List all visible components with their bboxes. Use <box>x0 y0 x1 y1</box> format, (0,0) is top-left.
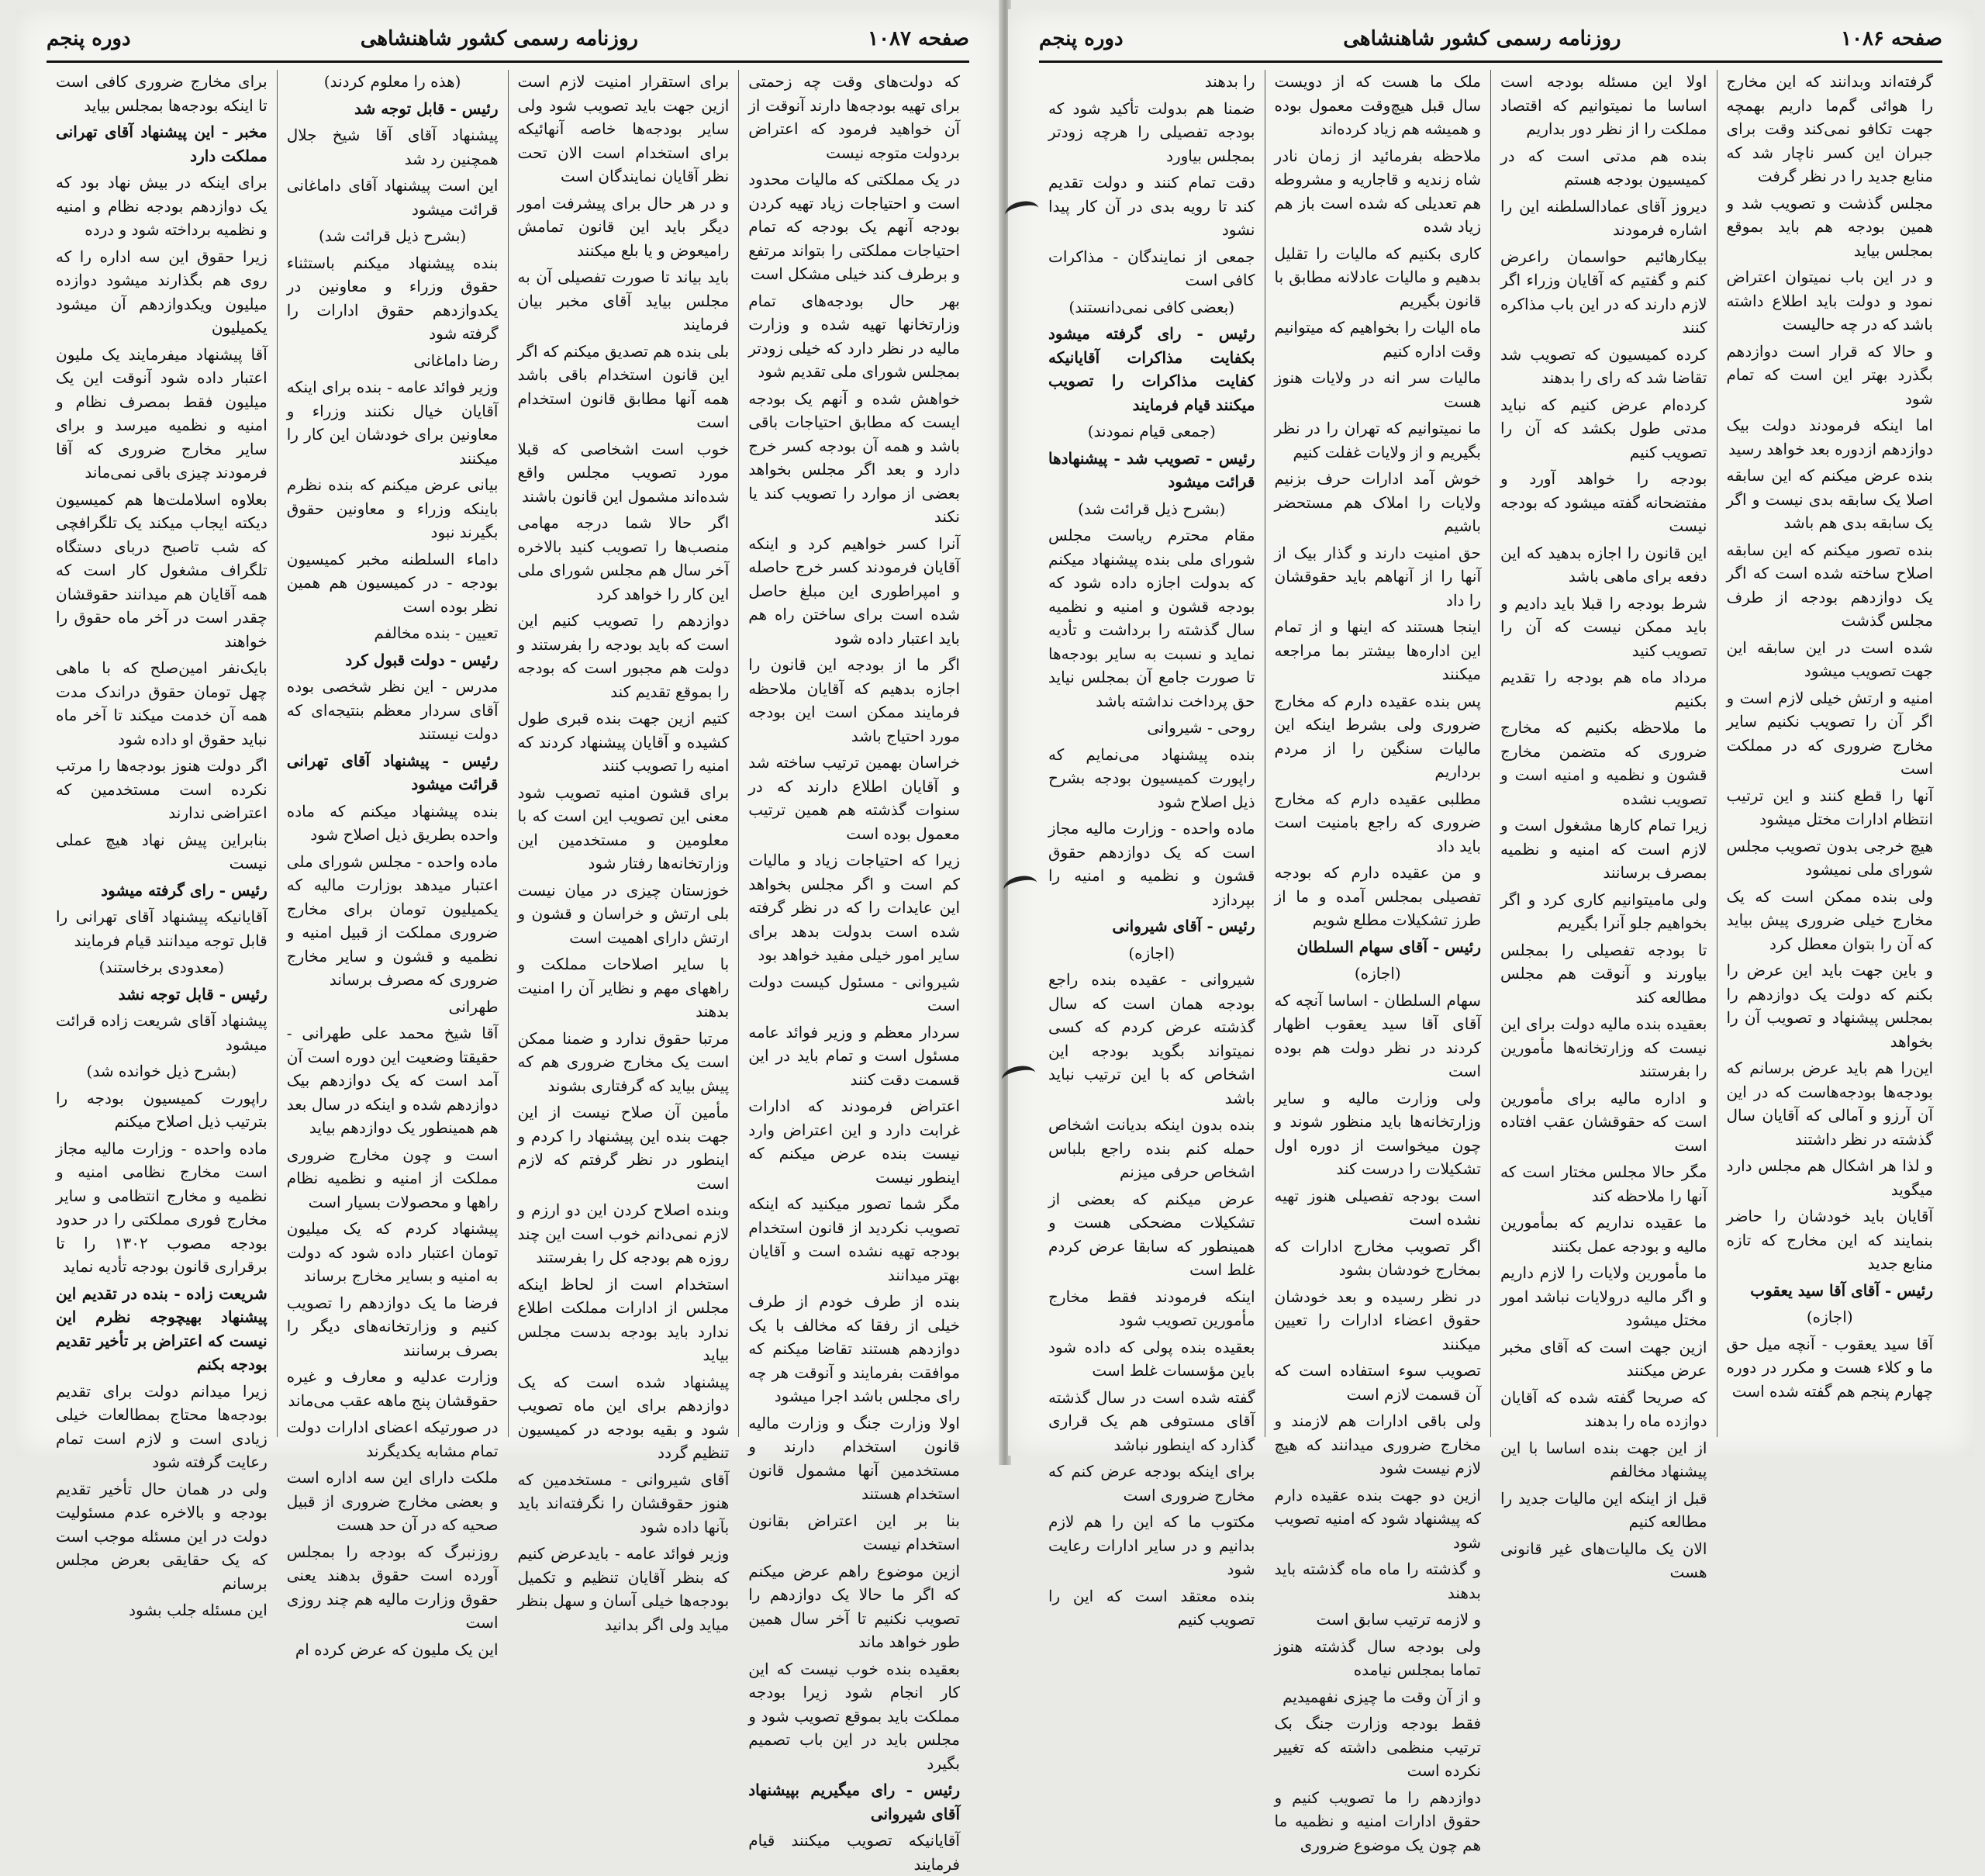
article-paragraph: ما عقیده نداریم که بمأمورین مالیه و بودجه عمل بکنند <box>1500 1213 1707 1256</box>
article-paragraph: است و چون مخارج ضروری مملکت از امنیه و نظمیه نظام راهها و محصولات بسیار است <box>286 1145 499 1211</box>
article-paragraph: ضمنا هم بدولت تأکید شود که بودجه تفصیلی را هرچه زودتر بمجلس بیاورد <box>1048 98 1255 165</box>
article-paragraph: زیرا میدانم دولت برای تقدیم بودجه‌ها محتاج بمطالعات خیلی زیادی است و لازم است تمام رعایت گرفته شود <box>56 1381 268 1471</box>
article-paragraph: ولی در همان حال تأخیر تقدیم بودجه و بالاخره عدم مسئولیت دولت در این مسئله موجب است که یک حقایقی بعرض مجلس برسانم <box>56 1479 268 1593</box>
article-paragraph: روزنبرگ که بودجه را بمجلس آورده است حقوق بدهند یعنی حقوق وزارت مالیه هم چند روزی است <box>286 1542 499 1632</box>
article-paragraph: (بعضی کافی نمی‌دانستند) <box>1068 297 1235 316</box>
article-paragraph: را بدهند <box>1204 72 1255 91</box>
article-paragraph: (بشرح ذیل قرائت شد) <box>318 226 467 245</box>
article-paragraph: کرده کمیسیون که تصویب شد تقاضا شد که رای را بدهند <box>1500 344 1707 387</box>
article-paragraph: خوزستان چیزی در میان نیست بلی ارتش و خراسان و قشون و ارتش دارای اهمیت است <box>517 880 730 947</box>
article-paragraph: رئیس - رای گرفته میشود بکفایت مذاکرات آقایانیکه کفایت مذاکرات را تصویب میکنند قیام فرمایند <box>1048 324 1255 414</box>
article-paragraph: زیرا که احتیاجات زیاد و مالیات کم است و اگر مجلس بخواهد این عایدات را که در نظر گرفته شده است بدولت بدهد برای سایر امور خیلی مفید خواهد بود <box>748 851 960 964</box>
article-paragraph: رئیس - قابل توجه شد <box>354 98 499 118</box>
article-paragraph: اولا این مسئله بودجه است اساسا ما نمیتوانیم که اقتصاد مملکت را از نظر دور بداریم <box>1500 72 1707 138</box>
article-paragraph: ملاحظه بفرمائید از زمان نادر شاه زندیه و قاجاریه و مشروطه هم تعدیلی که شده است باز هم زیاد شده <box>1274 146 1481 236</box>
article-paragraph: ملک ما هست که از دویست سال قبل هیچ‌وقت معمول بوده و همیشه هم زیاد کرده‌اند <box>1274 72 1481 138</box>
article-paragraph: در نظر رسیده و بعد خودشان حقوق اعضاء ادارات را تعیین میکنند <box>1274 1287 1481 1353</box>
right-column-1 <box>1717 70 1943 1437</box>
article-paragraph: ولی باقی ادارات هم لازمند و مخارج ضروری میدانند که هیچ لازم نیست شود <box>1274 1411 1481 1477</box>
article-paragraph: ازین جهت است که آقای مخبر عرض میکنند <box>1500 1337 1707 1380</box>
article-paragraph: آقا پیشنهاد میفرمایند یک ملیون اعتبار داده شود آنوقت این یک میلیون فقط بمصرف نظام و امنیه و نظمیه میرسد و برای سایر مخارج ضروری که آقا فرمودند چیزی باقی نمی‌ماند <box>56 344 268 482</box>
article-paragraph: مالیات سر انه در ولایات هنوز هست <box>1274 368 1481 411</box>
article-paragraph: حق امنیت دارند و گذار بیک از آنها را از آنهاهم باید حقوقشان را داد <box>1274 543 1481 610</box>
left-column-2 <box>508 70 739 1634</box>
article-paragraph: سهام السلطان - اساسا آنچه که آقای آقا سید یعقوب اظهار کردند در نظر دولت هم بوده است <box>1274 990 1481 1080</box>
article-paragraph: کرده‌ام عرض کنیم که نباید مدتی طول بکشد که آن را تصویب کنیم <box>1500 395 1707 461</box>
article-paragraph: رئیس - دولت قبول کرد <box>345 650 499 669</box>
article-paragraph: برای اینکه بودجه عرض کنم که مخارج ضروری است <box>1048 1462 1255 1505</box>
article-paragraph: بنا بر این اعتراض بقانون استخدام نیست <box>748 1511 960 1553</box>
article-paragraph: امنیه و ارتش خیلی لازم است و اگر آن را تصویب نکنیم سایر مخارج ضروری که در مملکت است <box>1726 688 1933 778</box>
article-paragraph: رئیس - آقای شیروانی <box>1112 917 1255 935</box>
article-paragraph: رئیس - آقای آقا سید یعقوب <box>1750 1280 1933 1300</box>
article-paragraph: (هذه را معلوم کردند) <box>323 72 461 91</box>
right-header-rule <box>1039 60 1942 63</box>
article-paragraph: ماده واحده - وزارت مالیه مجاز است مخارج نظامی امنیه و نظمیه و مخارج انتظامی و سایر مخارج فوری مملکتی را در حدود بودجه مصوب ۱۳۰۲ را تا برقراری قانون بودجه تأدیه نماید <box>56 1138 268 1276</box>
article-paragraph: سردار معظم و وزیر فوائد عامه مسئول است و تمام باید در این قسمت دقت کنند <box>748 1022 960 1089</box>
left-page-header <box>47 22 969 56</box>
article-paragraph: آنها را قطع کنند و این ترتیب انتظام ادارات مختل میشود <box>1726 786 1933 828</box>
article-paragraph: باید بیاند تا صورت تفصیلی آن به مجلس بیاید آقای مخبر بیان فرمایند <box>517 268 730 333</box>
article-paragraph: خوش آمد ادارات حرف بزنیم ولایات را املاک هم مستحضر باشیم <box>1274 469 1481 535</box>
article-paragraph: پیشنهاد آقای آقا شیخ جلال همچنین رد شد <box>286 126 499 168</box>
right-page-header <box>1039 22 1942 56</box>
article-paragraph: گفته شده است در سال گذشته آقای مستوفی هم یک قراری گذارد که اینطور نباشد <box>1048 1387 1255 1454</box>
article-paragraph: تا بودجه تفصیلی را بمجلس بیاورند و آنوقت هم مجلس مطالعه کند <box>1500 940 1707 1007</box>
article-paragraph: ولی وزارت مالیه و سایر وزارتخانه‌ها باید منظور شوند و چون میخواست از دوره اول تشکیلات را درست کند <box>1274 1088 1481 1178</box>
article-paragraph: ماده واحده - وزارت مالیه مجاز است که یک دوازدهم حقوق قشون و نظمیه و امنیه را بپردازد <box>1048 819 1255 909</box>
article-paragraph: مخبر - این پیشنهاد آقای تهرانی مملکت دارد <box>56 123 268 165</box>
article-paragraph: طهرانی <box>448 997 499 1016</box>
article-paragraph: تصویب سوء استفاده است که آن قسمت لازم است <box>1274 1361 1481 1404</box>
article-paragraph: هیچ خرجی بدون تصویب مجلس شورای ملی نمیشود <box>1726 836 1933 879</box>
article-paragraph: اگر ما از بودجه این قانون را اجازه بدهیم که آقایان ملاحظه فرمایند ممکن است این بودجه مورد احتیاج باشد <box>748 655 960 745</box>
article-paragraph: (جمعی قیام نمودند) <box>1087 422 1216 440</box>
article-paragraph: بنده پیشنهاد میکنم باستثناء حقوق وزراء و معاونین در یکدوازدهم حقوق ادارات را گرفته شود <box>286 253 499 343</box>
article-paragraph: رئیس - آقای سهام السلطان <box>1296 937 1481 956</box>
article-paragraph: رئیس - تصویب شد - پیشنهادها قرائت میشود <box>1048 448 1255 491</box>
article-paragraph: پیشنهاد آقای شریعت زاده قرائت میشود <box>56 1011 268 1054</box>
article-paragraph: تعیین - بنده مخالفم <box>374 624 499 642</box>
article-paragraph: شیروانی - مسئول کیست دولت است <box>748 972 960 1014</box>
article-paragraph: این یک ملیون که عرض کرده ام <box>295 1639 499 1659</box>
article-paragraph: آقایانیکه تصویب میکنند قیام فرمایند <box>748 1831 960 1874</box>
article-paragraph: بنده پیشنهاد می‌نمایم که راپورت کمیسیون بودجه بشرح ذیل اصلاح شود <box>1048 745 1255 811</box>
article-paragraph: آقایان باید خودشان را حاضر بنمایند که این مخارج که تازه منابع جدید <box>1726 1207 1933 1273</box>
left-page-title: روزنامه رسمی کشور شاهنشاهی <box>360 27 638 50</box>
article-paragraph: پیشنهاد کردم که یک میلیون تومان اعتبار داده شود که دولت به امنیه و بسایر مخارج برساند <box>286 1219 499 1285</box>
article-paragraph: خوب است اشخاصی که قبلا مورد تصویب مجلس واقع شده‌اند مشمول این قانون باشند <box>517 439 730 506</box>
right-page-title: روزنامه رسمی کشور شاهنشاهی <box>1343 27 1621 50</box>
article-paragraph: استخدام است از لحاظ اینکه مجلس از ادارات مملکت اطلاع ندارد باید بودجه بدست مجلس بیاید <box>517 1274 730 1364</box>
left-column-4 <box>47 70 277 1619</box>
article-paragraph: شیروانی - عقیده بنده راجع بودجه همان است که سال گذشته عرض کردم که کسی نمیتواند بگوید بودجه این اشخاص که با این ترتیب نباید باشد <box>1048 970 1255 1107</box>
article-paragraph: و اداره مالیه برای مأمورین است که حقوقشان عقب افتاده است <box>1500 1088 1707 1155</box>
article-paragraph: و در هر حال برای پیشرفت امور دیگر باید این قانون تمامش رامیعوض و یا بلع میکنند <box>517 193 730 260</box>
article-paragraph: بایک‌نفر امین‌صلح که با ماهی چهل تومان حقوق دراندک مدت همه آن خدمت میکند تا آخر ماه نباید حقوق او داده شود <box>56 658 268 748</box>
article-paragraph: اما اینکه فرمودند دولت بیک دوازدهم ازدوره بعد خواهد رسید <box>1726 416 1933 458</box>
article-paragraph: زیرا تمام کارها مشغول است و لازم است که امنیه و نظمیه بمصرف برسانند <box>1500 816 1707 882</box>
article-paragraph: قبل از اینکه این مالیات جدید را مطالعه کنیم <box>1500 1488 1707 1531</box>
article-paragraph: (معدودی برخاستند) <box>98 958 225 976</box>
article-paragraph: برای مخارج ضروری کافی است تا اینکه بودجه‌ها بمجلس بیاید <box>56 72 268 115</box>
article-paragraph: الان یک مالیات‌های غیر قانونی هست <box>1500 1539 1707 1581</box>
article-paragraph: وزیر فوائد عامه - بایدعرض کنیم که بنظر آقایان تنظیم و تکمیل بودجه‌ها خیلی آسان و سهل بنظر میاید ولی اگر بدانید <box>517 1544 730 1634</box>
article-paragraph: است بودجه تفصیلی هنوز تهیه نشده است <box>1274 1186 1481 1228</box>
article-paragraph: و من عقیده دارم که بودجه تفصیلی بمجلس آمده و ما از طرز تشکیلات مطلع شویم <box>1274 863 1481 929</box>
article-paragraph: اگر تصویب مخارج ادارات که بمخارج خودشان بشود <box>1274 1236 1481 1279</box>
article-paragraph: رئیس - رای میگیریم بپیشنهاد آقای شیروانی <box>748 1781 960 1823</box>
article-paragraph: گرفته‌اند وبدانند که این مخارج را هوائی گم‌ما داریم بهمچه جهت تکافو نمی‌کند وقت برای جبران این کسر ناچار شد که منابع جدید را در نظر گرفت <box>1726 72 1933 185</box>
article-paragraph: مگر شما تصور میکنید که اینکه تصویب نکردید از قانون استخدام بودجه تهیه نشده است و آقایان بهتر میدانند <box>748 1194 960 1284</box>
article-paragraph: بیانی عرض میکنم که بنده نظرم باینکه وزراء و معاونین حقوق بگیرند نبود <box>286 475 499 541</box>
article-paragraph: رئیس - قابل توجه نشد <box>118 984 268 1004</box>
article-paragraph: راپورت کمیسیون بودجه را بترتیب ذیل اصلاح میکنم <box>56 1088 268 1131</box>
article-paragraph: ولی مامیتوانیم کاری کرد و اگر بخواهیم جلو آنرا بگیریم <box>1500 890 1707 932</box>
article-paragraph: (اجازه) <box>1128 943 1175 962</box>
article-paragraph: دیروز آقای عمادالسلطنه این را اشاره فرمودند <box>1500 196 1707 239</box>
article-paragraph: ماه الیات را بخواهیم که میتوانیم وقت اداره کنیم <box>1274 318 1481 361</box>
article-paragraph: اگر حالا شما درجه مهامی منصب‌ها را تصویب کنید بالاخره آخر سال هم مجلس شورای ملی این کار را خواهد کرد <box>517 513 730 603</box>
article-paragraph: در صورتیکه اعضای ادارات دولت تمام مشابه یکدیگرند <box>286 1418 499 1460</box>
article-paragraph: دوازدهم را ما تصویب کنیم و حقوق ادارات امنیه و نظمیه ما هم چون یک موضوع ضروری <box>1274 1788 1481 1854</box>
left-page-number: صفحه ۱۰۸۷ <box>868 27 969 50</box>
article-paragraph: داماء السلطنه مخبر کمیسیون بودجه - در کمیسیون هم همین نظر بوده است <box>286 549 499 616</box>
article-paragraph: این مسئله جلب بشود <box>129 1601 268 1619</box>
article-paragraph: وبنده اصلاح کردن این دو ارزم و لازم نمی‌دانم خوب است این چند روزه هم بودجه کل را بفرستند <box>517 1201 730 1266</box>
article-paragraph: اینجا هستند که اینها و از تمام این اداره‌ها بیشتر بما مراجعه میکنند <box>1274 617 1481 683</box>
article-paragraph: (اجازه) <box>1354 964 1401 983</box>
article-paragraph: وزیر فوائد عامه - بنده برای اینکه آقایان خیال نکنند وزراء و معاونین برای خودشان این کار را میکنند <box>286 378 499 468</box>
article-paragraph: مجلس گذشت و تصویب شد و همین بودجه هم باید بموقع بمجلس بیاید <box>1726 193 1933 260</box>
article-paragraph: بعقیده بنده خوب نیست که این کار انجام شود زیرا بودجه مملکت باید بموقع تصویب شود و مجلس باید در این باب تصمیم بگیرد <box>748 1659 960 1773</box>
article-paragraph: رئیس - پیشنهاد آقای تهرانی قرائت میشود <box>286 751 499 793</box>
article-paragraph: مدرس - این نظر شخصی بوده آقای سردار معظم بنتیجه‌ای که دولت نیستند <box>286 677 499 743</box>
article-paragraph: بنابراین پیش نهاد هیچ عملی نیست <box>56 830 268 872</box>
article-paragraph: (بشرح ذیل خوانده شد) <box>86 1062 237 1080</box>
article-paragraph: بنده از طرف خودم از طرف خیلی از رفقا که مخالف با یک دوازدهم هستند تقاضا میکنم که موافقت بفرمایند و آنوقت هر چه رای مجلس باشد اجرا میشود <box>748 1292 960 1405</box>
left-column-3 <box>277 70 508 1659</box>
article-paragraph: که دولت‌های وقت چه زحمتی برای تهیه بودجه‌ها دارند آنوقت از آن خواهید فرمود که اعتراض بردولت متوجه نیست <box>748 72 960 162</box>
article-paragraph: رضا داماغانی <box>413 351 499 370</box>
article-paragraph: شریعت زاده - بنده در تقدیم این پیشنهاد بهیچوجه نظرم این نیست که اعتراض بر تأخیر تقدیم بودجه بکنم <box>56 1283 268 1373</box>
right-column-2 <box>1490 70 1717 1581</box>
article-paragraph: ازین موضوع راهم عرض میکنم که اگر ما حالا یک دوازدهم را تصویب نکنیم تا آخر سال همین طور خواهد ماند <box>748 1561 960 1651</box>
article-paragraph: آقایانیکه پیشنهاد آقای تهرانی را قابل توجه میدانند قیام فرمایند <box>56 907 268 950</box>
article-paragraph: آنرا کسر خواهیم کرد و اینکه آقایان فرمودند کسر خرج حاصله و امپراطوری این مبلغ حاصل شده است برای ساختن راه هم باید اعتبار داده شود <box>748 534 960 648</box>
article-paragraph: بعلاوه اسلاملت‌ها هم کمیسیون دیکته ایجاب میکند یک تلگرافچی که شب تاصبح دربای دستگاه تلگراف مشغول کار است که همه آقایان هم میدانند حقوقشان چقدر است در آخر ماه حقوق را خواهند <box>56 489 268 651</box>
article-paragraph: این قانون را اجازه بدهید که این دفعه برای ماهی باشد <box>1500 543 1707 586</box>
article-paragraph: ملکت دارای این سه اداره است و بعضی مخارج ضروری از قبیل صحیه که در آن حد هست <box>286 1468 499 1534</box>
article-paragraph: بنده تصور میکنم که این سابقه اصلاح ساخته شده است که اگر یک دوازدهم بودجه از طرف مجلس گذشت <box>1726 540 1933 630</box>
left-page-period: دوره پنجم <box>47 27 131 50</box>
article-paragraph: پیشنهاد شده است که یک دوازدهم برای این ماه تصویب شود و بقیه بودجه در کمیسیون تنظیم گردد <box>517 1372 730 1462</box>
article-paragraph: مأمین آن صلاح نیست از این جهت بنده این پیشنهاد را کردم و اینطور در نظر گرفتم که لازم است <box>517 1103 730 1193</box>
article-paragraph: فرضا ما یک دوازدهم را تصویب کنیم و وزارتخانه‌های دیگر را بصرف برسانند <box>286 1293 499 1359</box>
article-paragraph: ولی بنده ممکن است که یک مخارج خیلی ضروری پیش بیاید که آن را بتوان معطل کرد <box>1726 886 1933 953</box>
article-paragraph: دقت تمام کنند و دولت تقدیم کند تا رویه بدی در آن کار پیدا نشود <box>1048 173 1255 239</box>
article-paragraph: اینکه فرمودند فقط مخارج مأمورین تصویب شود <box>1048 1287 1255 1329</box>
left-header-rule <box>47 60 969 63</box>
article-paragraph: خواهش شده و آنهم یک بودجه ایست که مطابق احتیاجات باقی باشد و همه آن بودجه کسر خرج دارد و بعد اگر مجلس بخواهد بعضی از موارد را تصویب کند یا نکند <box>748 389 960 526</box>
article-paragraph: بودجه را خواهد آورد و مفتضحانه گفته میشود که بودجه نیست <box>1500 469 1707 535</box>
article-paragraph: مقام محترم ریاست مجلس شورای ملی بنده پیشنهاد میکنم که بدولت اجازه داده شود که بودجه قشون و امنیه و نظمیه سال گذشته را برداشت و تأدیه نماید و نسبت به سایر بودجه‌ها تا صورت جامع آن بمجلس نیاید حق پرداخت نداشته باشد <box>1048 526 1255 710</box>
article-paragraph: که صریحا گفته شده که آقایان دوازده ماه را بدهند <box>1500 1387 1707 1430</box>
article-paragraph: مطلبی عقیده دارم که مخارج ضروری که راجع بامنیت است باید داد <box>1274 789 1481 855</box>
article-paragraph: بنده پیشنهاد میکنم که ماده واحده بطریق ذیل اصلاح شود <box>286 801 499 844</box>
article-paragraph: شرط بودجه را قبلا باید دادیم و باید ممکن نیست که آن را تصویب کنید <box>1500 593 1707 660</box>
article-paragraph: بنده بدون اینکه بدیانت اشخاص حمله کنم بنده راجع بلباس اشخاص حرفی میزنم <box>1048 1115 1255 1181</box>
article-paragraph: این‌را هم باید عرض برسانم که بودجه‌ها بودجه‌هاست که در این آن آرزو و آمالی که آقایان سال گذشته در نظر داشتند <box>1726 1059 1933 1149</box>
article-paragraph: رئیس - رای گرفته میشود <box>101 880 268 900</box>
article-paragraph: آقا سید یعقوب - آنچه میل حق ما و کلاء هست و مکرر در دوره چهارم پنجم هم گفته شده است <box>1726 1334 1933 1401</box>
article-paragraph: برای استقرار امنیت لازم است ازین جهت باید تصویب شود ولی سایر بودجه‌ها خاصه آنهائیکه برای استخدام است الان تحت نظر آقایان نمایندگان است <box>517 72 730 185</box>
article-paragraph: شده است در این سابقه این جهت تصویب میشود <box>1726 637 1933 680</box>
article-paragraph: ولی بودجه سال گذشته هنوز تماما بمجلس نیامده <box>1274 1636 1481 1679</box>
article-paragraph: و لذا هر اشکال هم مجلس دارد میگوید <box>1726 1156 1933 1199</box>
article-paragraph: بعقیده بنده پولی که داده شود باین مؤسسات غلط است <box>1048 1337 1255 1380</box>
article-paragraph: بهر حال بودجه‌های تمام وزارتخانها تهیه شده و وزارت مالیه در نظر دارد که خیلی زودتر بمجلس شورای ملی تقدیم شود <box>748 291 960 381</box>
article-paragraph: برای اینکه در بیش نهاد بود که یک دوازدهم بودجه نظام و امنیه و نظمیه برداخته شود و درده <box>56 173 268 239</box>
article-paragraph: و حالا که قرار است دوازدهم بگذرد بهتر این است که تمام شود <box>1726 341 1933 408</box>
left-column-1 <box>738 70 969 1874</box>
article-paragraph: بیکارهائیم حواسمان راعرض کنم و گفتیم که آقایان وزراء اگر لازم دارند که در این باب مذاکره کنند <box>1500 247 1707 337</box>
article-paragraph: بنده عرض میکنم که این سابقه اصلا یک سابقه بدی نیست و اگر یک سابقه بدی هم باشد <box>1726 466 1933 532</box>
article-paragraph: و گذشته را ماه ماه گذشته باید بدهند <box>1274 1560 1481 1602</box>
article-paragraph: بنده هم مدتی است که در کمیسیون بودجه هستم <box>1500 146 1707 188</box>
article-paragraph: مرتبا حقوق ندارد و ضمنا ممکن است یک مخارج ضروری هم که پیش بیاید که گرفتاری بشوند <box>517 1028 730 1095</box>
article-paragraph: برای قشون امنیه تصویب شود معنی این تصویب این است که با معلومین و مستخدمین این وزارتخانه‌ها رفتار شود <box>517 783 730 872</box>
article-paragraph: اعتراض فرمودند که ادارات غرابت دارد و این اعتراض وارد نیست بنده عرض میکنم که اینطور نیست <box>748 1097 960 1187</box>
right-page <box>1008 9 1973 1854</box>
article-paragraph: زیرا حقوق این سه اداره را که روی هم بگذارند میشود دوازده میلیون ویکدوازدهم آن میشود یکمیلیون <box>56 247 268 337</box>
article-paragraph: مرداد ماه هم بودجه را تقدیم بکنیم <box>1500 668 1707 710</box>
article-paragraph: (بشرح ذیل قرائت شد) <box>1078 499 1226 518</box>
article-paragraph: کاری بکنیم که مالیات را تقلیل بدهیم و مالیات عادلانه مطابق با قانون بگیریم <box>1274 244 1481 310</box>
article-paragraph: ماده واحده - مجلس شورای ملی اعتبار میدهد بوزارت مالیه که یکمیلیون تومان برای مخارج ضروری مملکت از قبیل امنیه و نظمیه و قشون و سایر مخارج ضروری که مصرف برساند <box>286 852 499 989</box>
left-page-columns <box>47 70 969 1874</box>
article-paragraph: کتیم ازین جهت بنده قبری طول کشیده و آقایان پیشنهاد کردند که امنیه را تصویب کنند <box>517 709 730 775</box>
article-paragraph: و باین جهت باید این عرض را بکنم که دولت یک دوازدهم را بمجلس پیشنهاد و تصویب آن را بخواهد <box>1726 961 1933 1051</box>
article-paragraph: عرض میکنم که بعضی از تشکیلات مضحکی هست و همینطور که سابقا عرض کردم غلط است <box>1048 1189 1255 1279</box>
right-page-columns <box>1039 70 1942 1854</box>
right-column-4 <box>1039 70 1265 1629</box>
article-paragraph: ما نمیتوانیم که تهران را در نظر بگیریم و از ولایات غفلت کنیم <box>1274 419 1481 461</box>
article-paragraph: مکتوب ما که این را هم لازم بدانیم و در سایر ادارات رعایت شود <box>1048 1512 1255 1578</box>
article-paragraph: این است پیشنهاد آقای داماغانی قرائت میشود <box>286 176 499 219</box>
article-paragraph: و از آن وقت ما چیزی نفهمیدیم <box>1282 1687 1481 1706</box>
article-paragraph: با سایر اصلاحات مملکت و راههای مهم و نظایر آن را امنیت بدهند <box>517 955 730 1021</box>
article-paragraph: و لازمه ترتیب سابق است <box>1316 1610 1481 1629</box>
article-paragraph: مگر حالا مجلس مختار است که آنها را ملاحظه کند <box>1500 1163 1707 1205</box>
article-paragraph: ما ملاحظه بکنیم که مخارج ضروری که متضمن مخارج قشون و نظمیه و امنیه است و تصویب نشده <box>1500 718 1707 808</box>
article-paragraph: پس بنده عقیده دارم که مخارج ضروری ولی بشرط اینکه این مالیات سنگین را از مردم برداریم <box>1274 691 1481 781</box>
right-column-3 <box>1265 70 1491 1854</box>
article-paragraph: بعقیده بنده مالیه دولت برای این نیست که وزارتخانه‌ها مأمورین را بفرستند <box>1500 1014 1707 1080</box>
article-paragraph: بلی بنده هم تصدیق میکنم که اگر این قانون استخدام باقی باشد همه آنها مطابق قانون استخدام است <box>517 341 730 431</box>
article-paragraph: فقط بودجه وزارت جنگ بک ترتیب منظمی داشته که تغییر نکرده است <box>1274 1714 1481 1780</box>
article-paragraph: دوازدهم را تصویب کنیم این است که باید بودجه را بفرستند و دولت هم مجبور است که بودجه را بموقع تقدیم کند <box>517 611 730 701</box>
article-paragraph: وزارت عدلیه و معارف و غیره حقوقشان پنج ماهه عقب می‌ماند <box>286 1367 499 1410</box>
article-paragraph: اگر دولت هنوز بودجه‌ها را مرتب نکرده است مستخدمین که اعتراضی ندارند <box>56 756 268 822</box>
article-paragraph: جمعی از نمایندگان - مذاکرات کافی است <box>1048 247 1255 289</box>
article-paragraph: اولا وزارت جنگ و وزارت مالیه قانون استخدام دارند و مستخدمین آنها مشمول قانون استخدام هستند <box>748 1413 960 1503</box>
right-page-period: دوره پنجم <box>1039 27 1124 50</box>
left-page <box>16 9 1000 1874</box>
article-paragraph: روحی - شیروانی <box>1147 718 1255 737</box>
article-paragraph: ازین دو جهت بنده عقیده دارم که پیشنهاد شود که امنیه تصویب شود <box>1274 1485 1481 1552</box>
article-paragraph: بنده معتقد است که این را تصویب کنیم <box>1048 1586 1255 1629</box>
article-paragraph: خراسان بهمین ترتیب ساخته شد و آقایان اطلاع دارند که در سنوات گذشته هم همین ترتیب معمول بوده است <box>748 753 960 843</box>
article-paragraph: و در این باب نمیتوان اعتراض نمود و دولت باید اطلاع داشته باشد که در چه حالیست <box>1726 268 1933 333</box>
article-paragraph: آقای شیروانی - مستخدمین که هنوز حقوقشان را نگرفته‌اند باید بآنها داده شود <box>517 1470 730 1536</box>
article-paragraph: ما مأمورین ولایات را لازم داریم و اگر مالیه درولایات نباشد امور مختل میشود <box>1500 1263 1707 1329</box>
right-page-number: صفحه ۱۰۸۶ <box>1841 27 1942 50</box>
article-paragraph: از این جهت بنده اساسا با این پیشنهاد مخالفم <box>1500 1438 1707 1480</box>
article-paragraph: آقا شیخ محمد علی طهرانی - حقیقتا وضعیت این دوره است آن آمد است که یک دوازدهم بیک دوازدهم شده و اینکه در سال بعد هم همینطور یک دوازدهم بیاید <box>286 1024 499 1137</box>
article-paragraph: در یک مملکتی که مالیات محدود است و احتیاجات زیاد تهیه کردن بودجه آنهم یک بودجه که تمام احتیاجات مملکتی را بتواند مرتفع و برطرف کند خیلی مشکل است <box>748 170 960 283</box>
article-paragraph: (اجازه) <box>1806 1308 1853 1326</box>
